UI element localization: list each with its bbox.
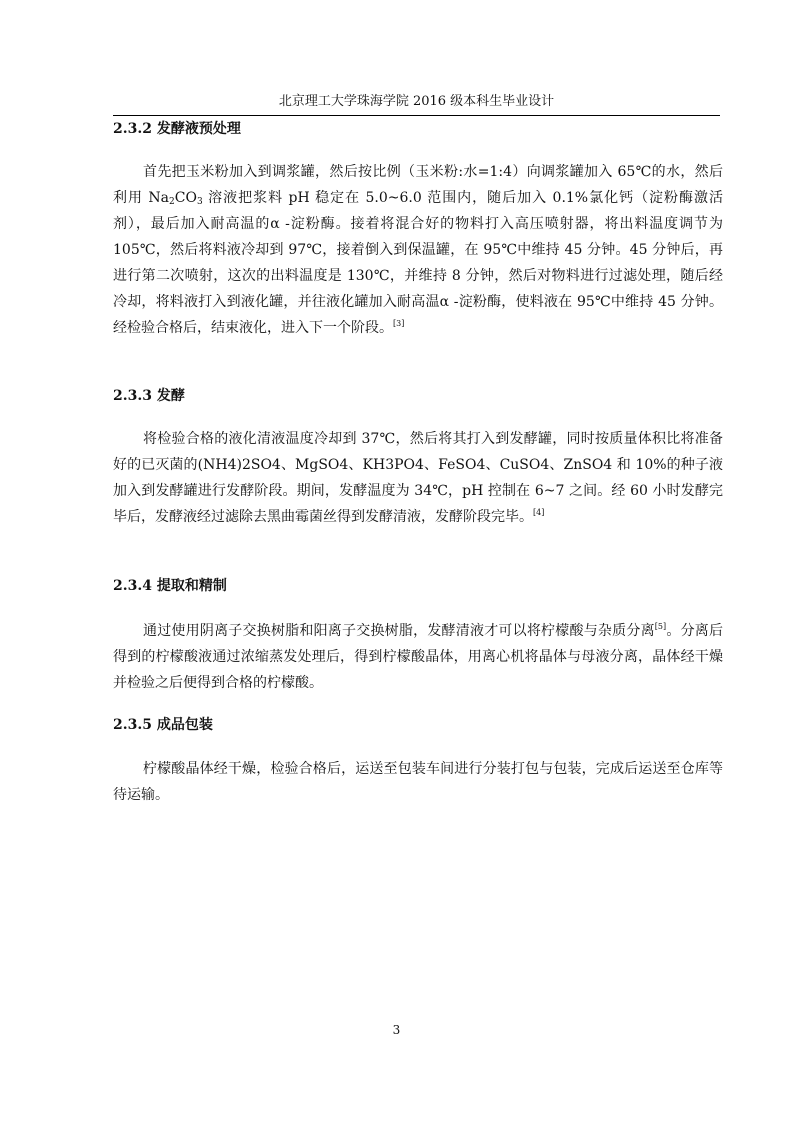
section-heading-2-3-2: 2.3.2 发酵液预处理 [113, 121, 241, 137]
paragraph-text: 溶液把浆料 pH 稳定在 5.0~6.0 范围内，随后加入 0.1%氯化钙（淀粉酶激活剂），最后加入耐高温的α -淀粉酶。接着将混合好的物料打入高压喷射器，将出料温度调节为 105℃，然后将料液冷却到 97℃，接着倒入到保温罐，在 95℃中维持 45 分钟。45 分钟后，再进行第二次喷射，这次的出料温度是 130℃，并维持 8 分钟，然后对物料进行过滤处理，随后经冷却，将料液打入到液化罐，并往液化罐加入耐高温α -淀粉酶，使料液在 95℃中维持 45 分钟。经检验合格后，结束液化，进入下一个阶段。 [113, 190, 724, 336]
paragraph-text: 将检验合格的液化清液温度冷却到 37℃，然后将其打入到发酵罐，同时按质量体积比将准备好的已灭菌的(NH4)2SO4、MgSO4、KH3PO4、FeSO4、CuSO4、ZnSO4 和 10%的种子液加入到发酵罐进行发酵阶段。期间，发酵温度为 34℃，pH 控制在 6~7 之间。经 60 小时发酵完毕后，发酵液经过滤除去黑曲霉菌丝得到发酵清液，发酵阶段完毕。 [113, 431, 723, 525]
page-header: 北京理工大学珠海学院 2016 级本科生毕业设计 [113, 93, 720, 116]
section-heading-2-3-4: 2.3.4 提取和精制 [113, 578, 227, 594]
paragraph-text: 通过使用阴离子交换树脂和阳离子交换树脂，发酵清液才可以将柠檬酸与杂质分离 [143, 623, 655, 639]
citation-ref: [4] [533, 508, 545, 517]
section-paragraph-2-3-5 [113, 756, 723, 808]
section-heading-2-3-5: 2.3.5 成品包装 [113, 717, 213, 733]
citation-ref: [5] [654, 622, 667, 631]
section-paragraph-2-3-4 [113, 618, 723, 696]
subscript: 2 [169, 197, 175, 207]
paragraph-text: 。分离后得到的柠檬酸液通过浓缩蒸发处理后，得到柠檬酸晶体，用离心机将晶体与母液分离，晶体经干燥并检验之后便得到合格的柠檬酸。 [113, 623, 724, 691]
paragraph-text: 柠檬酸晶体经干燥，检验合格后，运送至包装车间进行分装打包与包装，完成后运送至仓库等待运输。 [113, 761, 723, 803]
subscript: 3 [196, 197, 203, 207]
citation-ref: [3] [393, 319, 405, 328]
section-heading-2-3-3: 2.3.3 发酵 [113, 388, 185, 404]
paragraph-text: 首先把玉米粉加入到调浆罐，然后按比例（玉米粉:水=1:4）向调浆罐加入 65℃的水，然后利用 Na [113, 164, 723, 206]
section-paragraph-2-3-3 [113, 426, 723, 530]
page-number: 3 [392, 1023, 401, 1037]
paragraph-text: CO [174, 190, 197, 206]
section-paragraph-2-3-2 [113, 159, 723, 341]
